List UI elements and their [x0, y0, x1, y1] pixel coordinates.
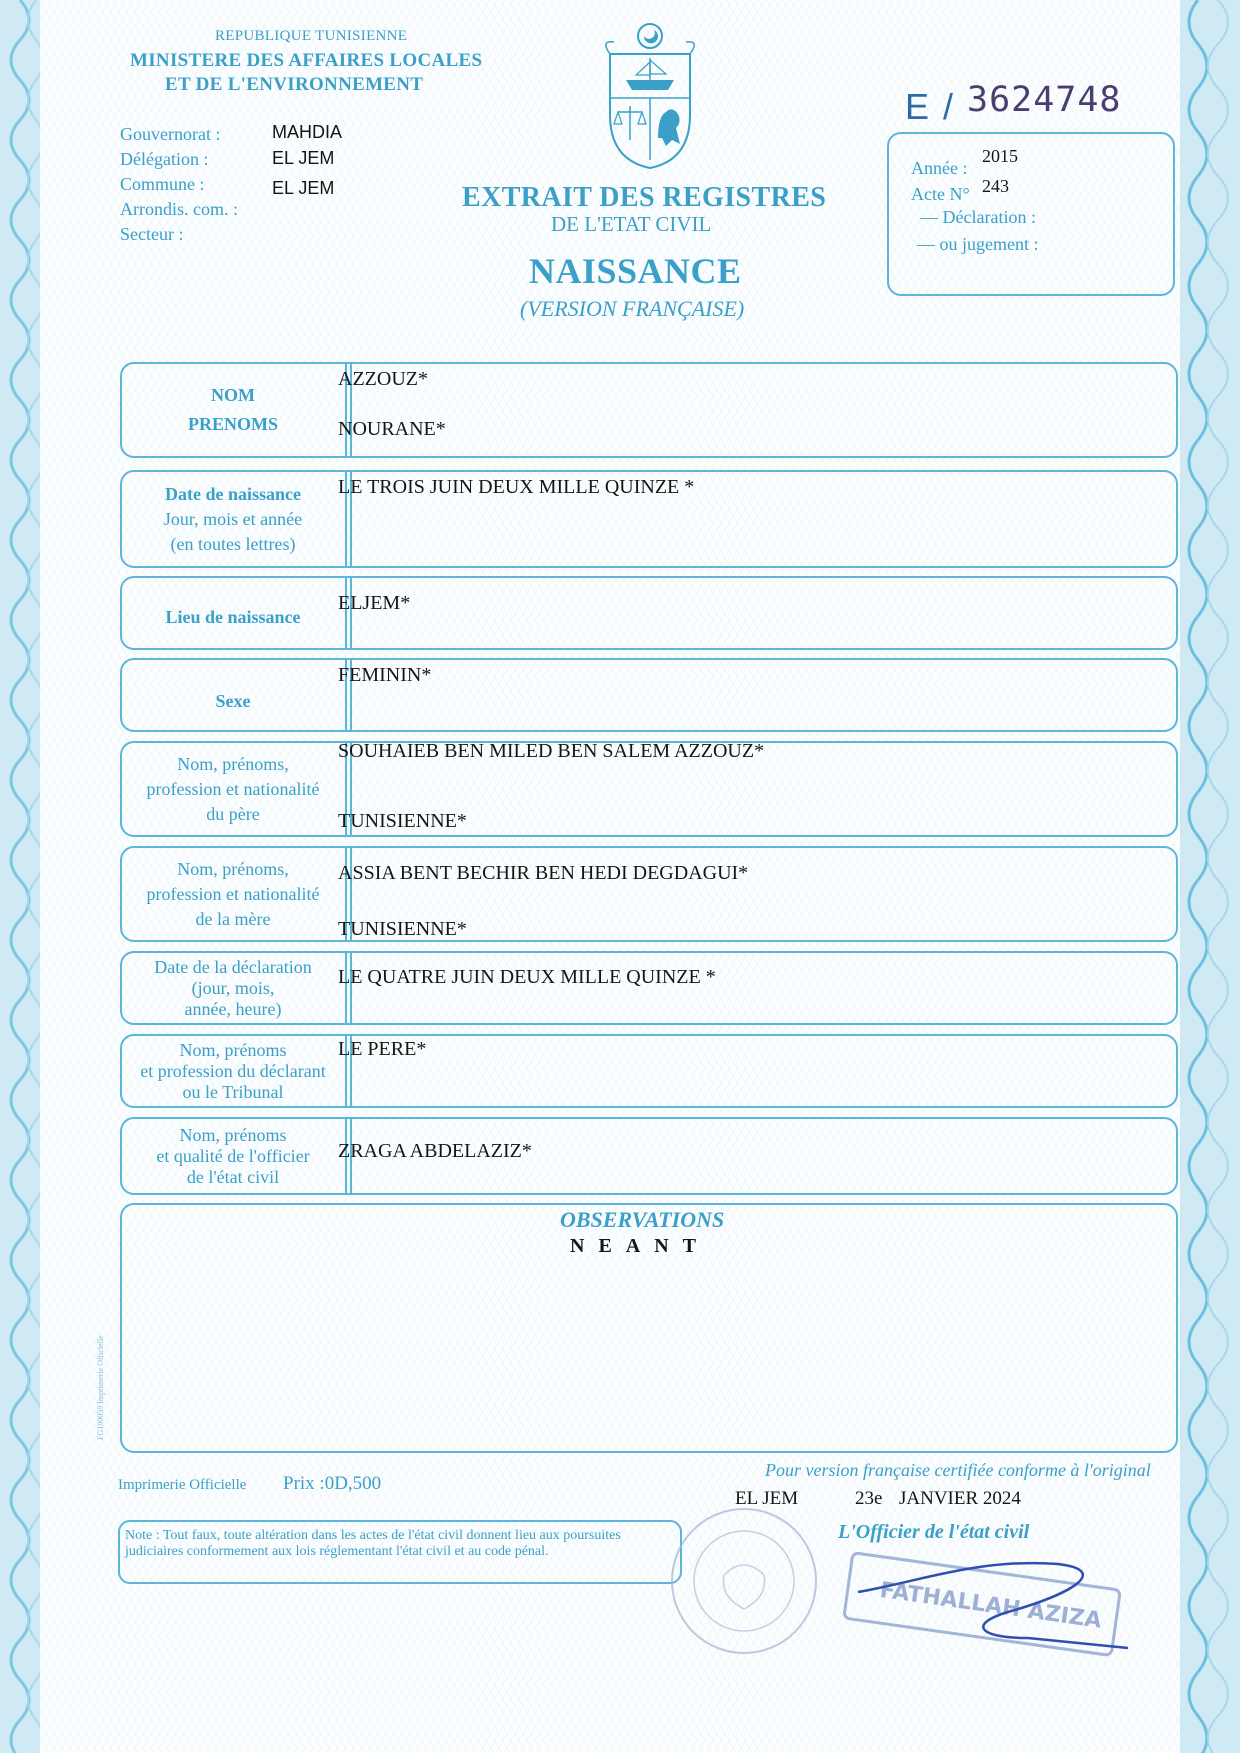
officer-stamp-name: FATHALLAH AZIZA — [878, 1577, 1104, 1634]
declarant-label1: Nom, prénoms — [179, 1039, 287, 1060]
date-naissance-sublabel2: (en toutes lettres) — [170, 533, 296, 554]
left-guilloche-border — [0, 0, 40, 1753]
acte-number-label: Acte N° — [911, 184, 970, 204]
annee-value: 2015 — [982, 146, 1018, 166]
republic-label: REPUBLIQUE TUNISIENNE — [215, 28, 408, 44]
date-naissance-label: Date de naissance — [165, 483, 301, 504]
legal-note-text: Note : Tout faux, toute altération dans les actes de l'état civil donnent lieu aux poursuites judiciaires conformement aux lois réglementant l'état civil et au code pénal. — [125, 1528, 621, 1559]
declaration-date-label1: Date de la déclaration — [154, 956, 312, 977]
officier-label3: de l'état civil — [186, 1166, 280, 1187]
annee-label: Année : — [911, 158, 968, 178]
declaration-date-label2: (jour, mois, — [191, 977, 275, 998]
pere-label3: du père — [206, 803, 260, 824]
prenoms-label: PRENOMS — [188, 414, 278, 434]
title-naissance: NAISSANCE — [529, 251, 742, 291]
imprimerie-label: Imprimerie Officielle — [118, 1477, 247, 1493]
nom-label: NOM — [211, 385, 255, 405]
pere-label2: profession et nationalité — [146, 778, 320, 799]
sexe-value: FEMININ* — [338, 664, 432, 686]
printer-code: FG190059 Imprimerie Officielle — [96, 1335, 105, 1440]
mere-name-value: ASSIA BENT BECHIR BEN HEDI DEGDAGUI* — [338, 862, 749, 884]
row-nom-label — [120, 362, 346, 458]
mere-label2: profession et nationalité — [146, 883, 320, 904]
arrondissement-label: Arrondis. com. : — [120, 199, 238, 219]
commune-label: Commune : — [120, 174, 205, 194]
row-declaration-label — [120, 951, 346, 1025]
pere-nationality-value: TUNISIENNE* — [338, 810, 467, 832]
pere-name-value: SOUHAIEB BEN MILED BEN SALEM AZZOUZ* — [338, 740, 765, 762]
official-round-stamp — [668, 1505, 820, 1657]
date-naissance-sublabel1: Jour, mois et année — [163, 508, 303, 529]
delegation-value: EL JEM — [272, 148, 335, 168]
row-lieu-label — [120, 576, 346, 650]
gouvernorat-label: Gouvernorat : — [120, 124, 221, 144]
coat-of-arms-emblem — [600, 20, 700, 170]
officier-label1: Nom, prénoms — [179, 1124, 287, 1145]
ministry-line2: ET DE L'ENVIRONNEMENT — [165, 74, 424, 95]
officer-name-stamp — [838, 1552, 1138, 1682]
lieu-value: ELJEM* — [338, 592, 411, 614]
row-officier-label — [120, 1117, 346, 1195]
declaration-label: — Déclaration : — [920, 207, 1036, 227]
declarant-value: LE PERE* — [338, 1038, 427, 1060]
mere-label3: de la mère — [195, 908, 271, 929]
observations-value: NEANT — [570, 1235, 711, 1257]
row-date-naissance-label — [120, 470, 346, 568]
mere-label1: Nom, prénoms, — [177, 858, 289, 879]
row-mere-label — [120, 846, 346, 942]
gouvernorat-value: MAHDIA — [272, 122, 343, 142]
jugement-label: — ou jugement : — [917, 234, 1039, 254]
serial-prefix: E / — [905, 86, 956, 127]
prenoms-value: NOURANE* — [338, 418, 446, 440]
title-extrait: EXTRAIT DES REGISTRES — [462, 182, 827, 213]
issue-day: 23e — [855, 1488, 883, 1509]
nom-value: AZZOUZ* — [338, 368, 428, 390]
ministry-line1: MINISTERE DES AFFAIRES LOCALES — [130, 50, 483, 71]
declaration-date-label3: année, heure) — [184, 998, 282, 1019]
declarant-label2: et profession du déclarant — [140, 1060, 326, 1081]
observations-title: OBSERVATIONS — [560, 1207, 725, 1232]
officer-title: L'Officier de l'état civil — [838, 1521, 1030, 1543]
declaration-date-value: LE QUATRE JUIN DEUX MILLE QUINZE * — [338, 966, 716, 988]
declarant-label3: ou le Tribunal — [182, 1081, 284, 1102]
commune-value: EL JEM — [272, 178, 335, 198]
secteur-label: Secteur : — [120, 224, 184, 244]
officier-value: ZRAGA ABDELAZIZ* — [338, 1140, 532, 1162]
right-guilloche-border — [1180, 0, 1240, 1753]
officier-label2: et qualité de l'officier — [156, 1145, 310, 1166]
row-sexe-label — [120, 658, 346, 732]
sexe-label: Sexe — [215, 690, 251, 711]
pere-label1: Nom, prénoms, — [177, 753, 289, 774]
serial-number: 3624748 — [967, 80, 1122, 120]
mere-nationality-value: TUNISIENNE* — [338, 918, 467, 940]
date-naissance-value: LE TROIS JUIN DEUX MILLE QUINZE * — [338, 476, 695, 498]
title-etat-civil: DE L'ETAT CIVIL — [551, 212, 712, 236]
certification-text: Pour version française certifiée conforme à l'original — [765, 1460, 1151, 1480]
issue-month-year: JANVIER 2024 — [899, 1488, 1021, 1509]
issue-place: EL JEM — [735, 1488, 799, 1509]
row-declarant-label — [120, 1034, 346, 1108]
delegation-label: Délégation : — [120, 149, 209, 169]
price-label: Prix :0D,500 — [283, 1473, 382, 1494]
row-pere-label — [120, 741, 346, 837]
acte-number-value: 243 — [982, 176, 1009, 196]
title-version: (VERSION FRANÇAISE) — [520, 296, 745, 321]
lieu-label: Lieu de naissance — [165, 606, 301, 627]
